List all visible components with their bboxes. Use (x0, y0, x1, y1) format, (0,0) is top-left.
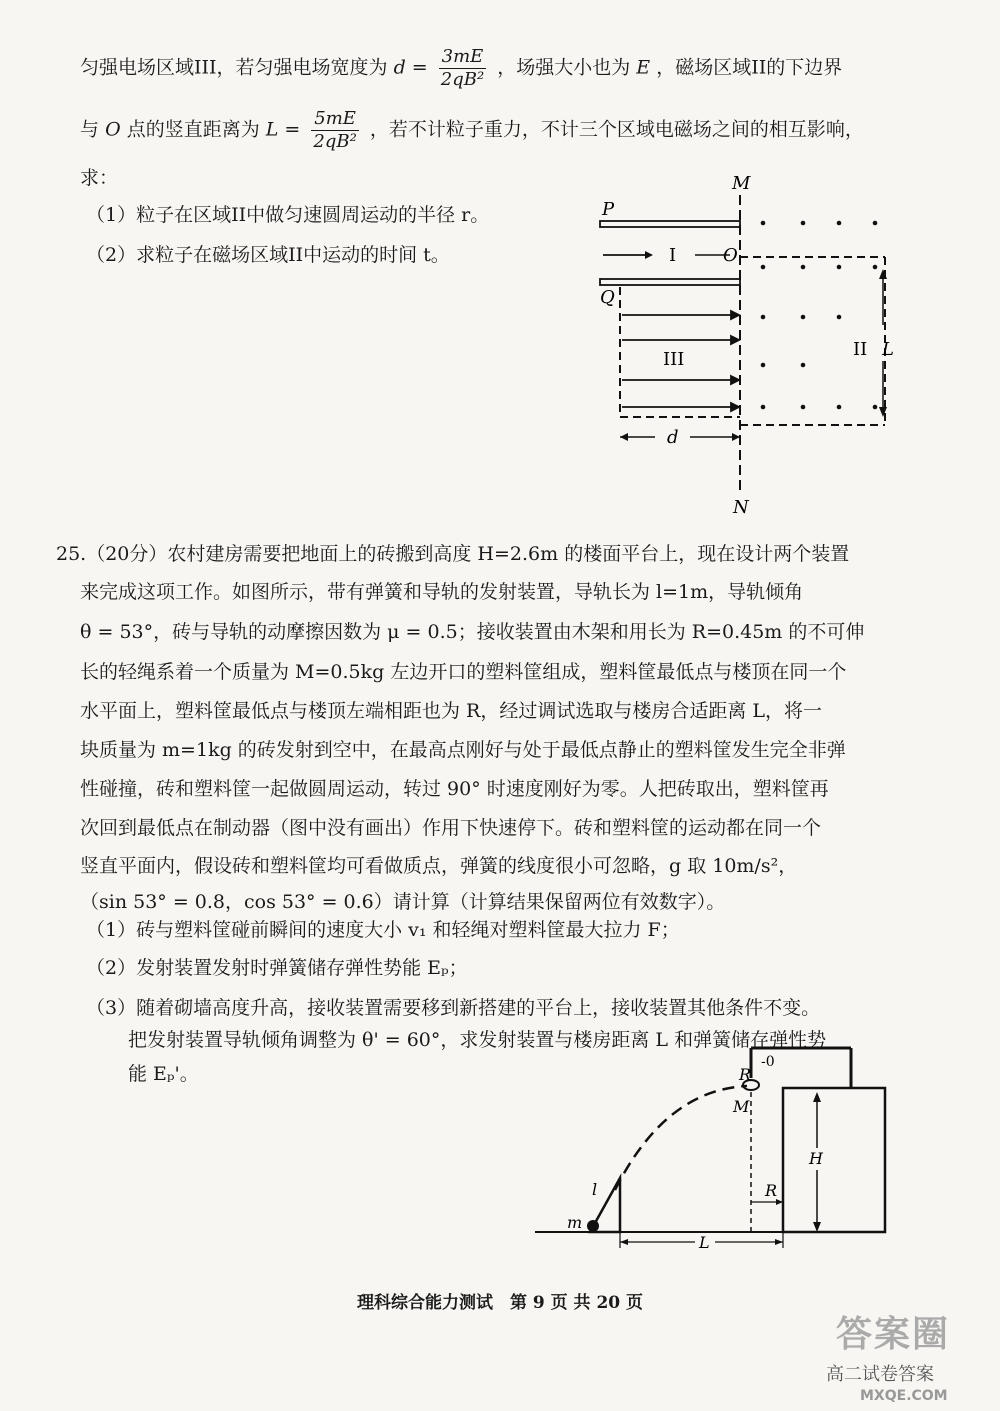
p25-line-8: 次回到最低点在制动器（图中没有画出）作用下快速停下。砖和塑料筐的运动都在同一个 (80, 817, 822, 839)
fraction-d: $\frac{3mE}{\text{2qB²}}$ (438, 46, 487, 91)
label-L2: L (699, 1233, 710, 1250)
field-diagram (595, 175, 935, 515)
p25-question-1: （1）砖与塑料筐碰前瞬间的速度大小 v₁ 和轻绳对塑料筐最大拉力 F； (86, 919, 680, 941)
label-L: L (882, 339, 894, 360)
watermark-wechat: 高二试卷答案 (826, 1364, 934, 1385)
label-I: I (669, 245, 677, 266)
p25-line-1: 25.（20分）农村建房需要把地面上的砖搬到高度 H=2.6m 的楼面平台上，现在设计两个装置 (56, 543, 850, 565)
fraction-L: $\frac{5mE}{\text{2qB²}}$ (310, 108, 359, 153)
label-P: P (602, 199, 615, 220)
question-2: （2）求粒子在磁场区域II中运动的时间 t。 (86, 244, 450, 266)
text-line-3: 求： (80, 167, 119, 189)
launcher-diagram (535, 1030, 915, 1250)
label-H: H (809, 1149, 823, 1168)
label-II: II (853, 339, 868, 360)
label-M: M (733, 1097, 750, 1116)
magnetic-field-dots (761, 221, 878, 410)
watermark-url: MXQE.COM (860, 1388, 948, 1404)
p25-question-2: （2）发射装置发射时弹簧储存弹性势能 Eₚ； (86, 957, 468, 979)
label-theta-arrow: -0 (761, 1054, 775, 1070)
p25-line-5: 水平面上，塑料筐最低点与楼顶左端相距也为 R，经过调试选取与楼房合适距离 L，将一 (80, 700, 823, 722)
p25-line-10: （sin 53° = 0.8，cos 53° = 0.6）请计算（计算结果保留两位有效数字）。 (80, 891, 726, 913)
p25-line-6: 块质量为 m=1kg 的砖发射到空中，在最高点刚好与处于最低点静止的塑料筐发生完全非弹 (80, 739, 846, 761)
page-footer: 理科综合能力测试 第 9 页 共 20 页 (356, 1293, 644, 1313)
label-d: d (667, 427, 679, 448)
label-l: l (592, 1180, 598, 1199)
label-Q: Q (600, 287, 615, 308)
p25-line-9: 竖直平面内，假设砖和塑料筐均可看做质点，弹簧的线度很小可忽略，g 取 10m/s²， (80, 855, 798, 877)
label-III: III (663, 349, 685, 370)
p25-question-3c: 能 Eₚ'。 (128, 1063, 199, 1085)
watermark-logo: 答案圈 (836, 1314, 951, 1355)
p25-line-7: 性碰撞，砖和塑料筐一起做圆周运动，转过 90° 时速度刚好为零。人把砖取出，塑料筐再 (80, 778, 829, 800)
text-line-2: 与 O 点的竖直距离为 L = $\frac{5mE}{\text{2qB²}}$ ，若不计粒子重力，不计三个区域电磁场之间的相互影响， (80, 108, 864, 152)
label-R-bottom: R (765, 1181, 778, 1200)
label-m: m (567, 1213, 583, 1232)
p25-line-4: 长的轻绳系着一个质量为 M=0.5kg 左边开口的塑料筐组成，塑料筐最低点与楼顶在同一个 (80, 661, 847, 683)
p25-question-3: （3）随着砌墙高度升高，接收装置需要移到新搭建的平台上，接收装置其他条件不变。 (86, 997, 821, 1019)
question-1: （1）粒子在区域II中做匀速圆周运动的半径 r。 (86, 204, 490, 226)
label-N: N (733, 497, 749, 515)
label-M: M (732, 175, 751, 194)
label-O: O (723, 245, 738, 266)
p25-question-3b: 把发射装置导轨倾角调整为 θ' = 60°，求发射装置与楼房距离 L 和弹簧储存弹性势 (128, 1029, 827, 1051)
p25-line-3: θ = 53°，砖与导轨的动摩擦因数为 μ = 0.5；接收装置由木架和用长为 R=0.45m 的不可伸 (80, 621, 865, 643)
label-R-top: R (739, 1065, 752, 1084)
text-line-1: 匀强电场区域III，若匀强电场宽度为 d = $\frac{3mE}{\text{2qB²}}$ ，场强大小也为 E ，磁场区域II的下边界 (80, 46, 843, 90)
p25-line-2: 来完成这项工作。如图所示，带有弹簧和导轨的发射装置，导轨长为 l=1m，导轨倾角 (80, 581, 804, 603)
